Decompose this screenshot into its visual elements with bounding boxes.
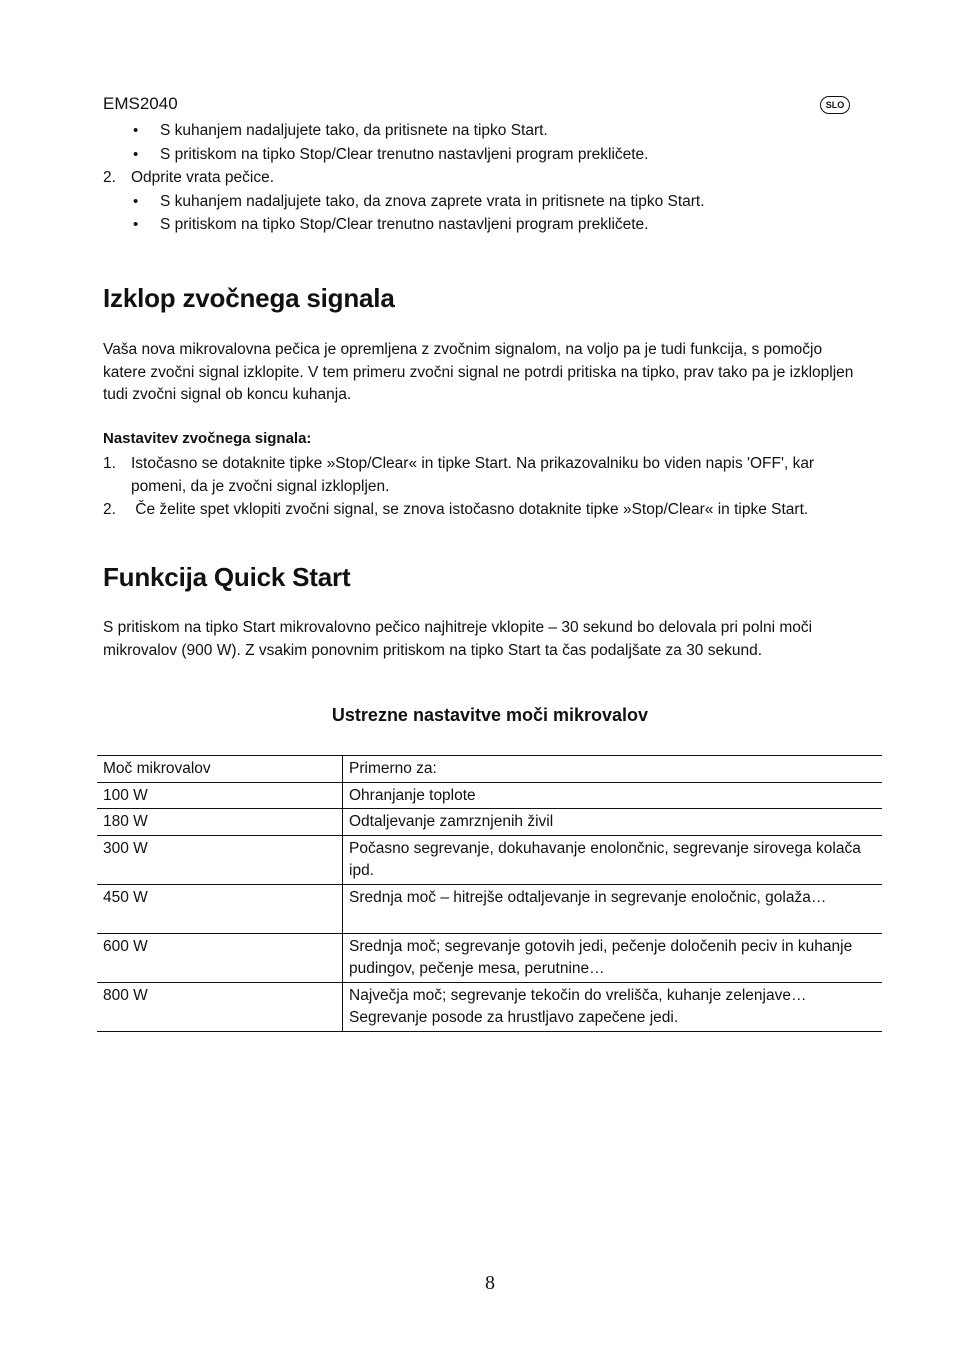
use-line — [349, 909, 876, 932]
list-item — [0, 143, 954, 166]
power-settings-table — [97, 755, 882, 1032]
table-row — [97, 782, 882, 809]
step-number: 2. — [103, 169, 116, 186]
step-text: Istočasno se dotaknite tipke »Stop/Clear« in tipke Start. Na prikazovalniku bo viden napis 'OFF', kar — [131, 455, 815, 472]
table-header-cell: Moč mikrovalov — [97, 756, 343, 783]
table-row — [97, 884, 882, 933]
paragraph-line: S pritiskom na tipko Start mikrovalovno pečico najhitreje vklopite – 30 sekund bo delovala pri polni moči — [103, 619, 813, 636]
list-item-text: S pritiskom na tipko Stop/Clear trenutno nastavljeni program prekličete. — [160, 146, 649, 163]
subheading: Nastavitev zvočnega signala: — [103, 430, 312, 447]
use-cell — [343, 782, 883, 809]
use-cell — [343, 884, 883, 933]
use-cell — [343, 933, 883, 982]
power-cell: 450 W — [97, 884, 343, 933]
power-cell: 300 W — [97, 835, 343, 884]
list-item — [0, 190, 954, 213]
numbered-step — [0, 498, 954, 521]
bullet-icon: • — [133, 216, 139, 233]
paragraph-line: katere zvočni signal izklopite. V tem primeru zvočni signal ne potrdi pritiska na tipko, prav tako pa je izklopljen — [103, 363, 854, 381]
bullet-icon: • — [133, 193, 139, 210]
table-row — [97, 982, 882, 1031]
numbered-step — [0, 166, 954, 189]
bullet-icon: • — [133, 146, 139, 163]
use-line: Odtaljevanje zamrznjenih živil — [349, 813, 554, 830]
list-item-text: S kuhanjem nadaljujete tako, da znova zaprete vrata in pritisnete na tipko Start. — [160, 193, 705, 210]
paragraph-line: tudi zvočni signal ob koncu kuhanja. — [103, 386, 352, 403]
model-number: EMS2040 — [103, 94, 178, 113]
section-paragraph — [103, 617, 883, 662]
use-line: ipd. — [349, 862, 374, 879]
use-line: Segrevanje posode za hrustljavo zapečene jedi. — [349, 1009, 679, 1026]
step-text: pomeni, da je zvočni signal izklopljen. — [131, 478, 390, 495]
use-line: Srednja moč; segrevanje gotovih jedi, pečenje določenih peciv in kuhanje — [349, 937, 853, 955]
list-item-text: S pritiskom na tipko Stop/Clear trenutno nastavljeni program prekličete. — [160, 216, 649, 233]
numbered-step — [0, 452, 954, 475]
step-number: 2. — [103, 501, 116, 518]
numbered-step-continuation — [0, 475, 954, 498]
use-line: pudingov, pečenje mesa, perutnine… — [349, 960, 605, 977]
use-cell — [343, 982, 883, 1031]
step-text: Če želite spet vklopiti zvočni signal, se znova istočasno dotaknite tipke »Stop/Clear« in tipke Start. — [131, 501, 809, 518]
language-badge: SLO — [820, 96, 850, 114]
list-item-text: S kuhanjem nadaljujete tako, da pritisnete na tipko Start. — [160, 122, 548, 139]
section-paragraph — [103, 339, 883, 407]
use-line: Največja moč; segrevanje tekočin do vrelišča, kuhanje zelenjave… — [349, 986, 807, 1004]
table-row — [97, 933, 882, 982]
step-number: 1. — [103, 455, 116, 472]
section-title-quick-start: Funkcija Quick Start — [103, 562, 351, 592]
use-cell — [343, 809, 883, 836]
paragraph-line: Vaša nova mikrovalovna pečica je opremljena z zvočnim signalom, na voljo pa je tudi funkcija, s pomočjo — [103, 341, 823, 358]
page-number: 8 — [485, 1272, 495, 1294]
use-line: Ohranjanje toplote — [349, 786, 476, 804]
paragraph-line: mikrovalov (900 W). Z vsakim ponovnim pritiskom na tipko Start ta čas podaljšate za 30 sekund. — [103, 641, 763, 659]
power-cell: 100 W — [97, 782, 343, 809]
table-title: Ustrezne nastavitve moči mikrovalov — [331, 705, 649, 725]
step-text: Odprite vrata pečice. — [131, 169, 275, 186]
table-header-cell: Primerno za: — [343, 756, 883, 783]
use-line: Srednja moč – hitrejše odtaljevanje in segrevanje enoločnic, golaža… — [349, 888, 827, 906]
table-row — [97, 835, 882, 884]
use-cell — [343, 835, 883, 884]
section-title-sound-signal: Izklop zvočnega signala — [103, 283, 395, 313]
table-row — [97, 809, 882, 836]
list-item — [0, 213, 954, 236]
power-cell: 600 W — [97, 933, 343, 982]
bullet-icon: • — [133, 122, 139, 139]
use-line: Počasno segrevanje, dokuhavanje enolončnic, segrevanje sirovega kolača — [349, 839, 861, 857]
power-cell: 180 W — [97, 809, 343, 836]
table-header-row — [97, 756, 882, 783]
power-cell: 800 W — [97, 982, 343, 1031]
list-item — [0, 119, 954, 142]
